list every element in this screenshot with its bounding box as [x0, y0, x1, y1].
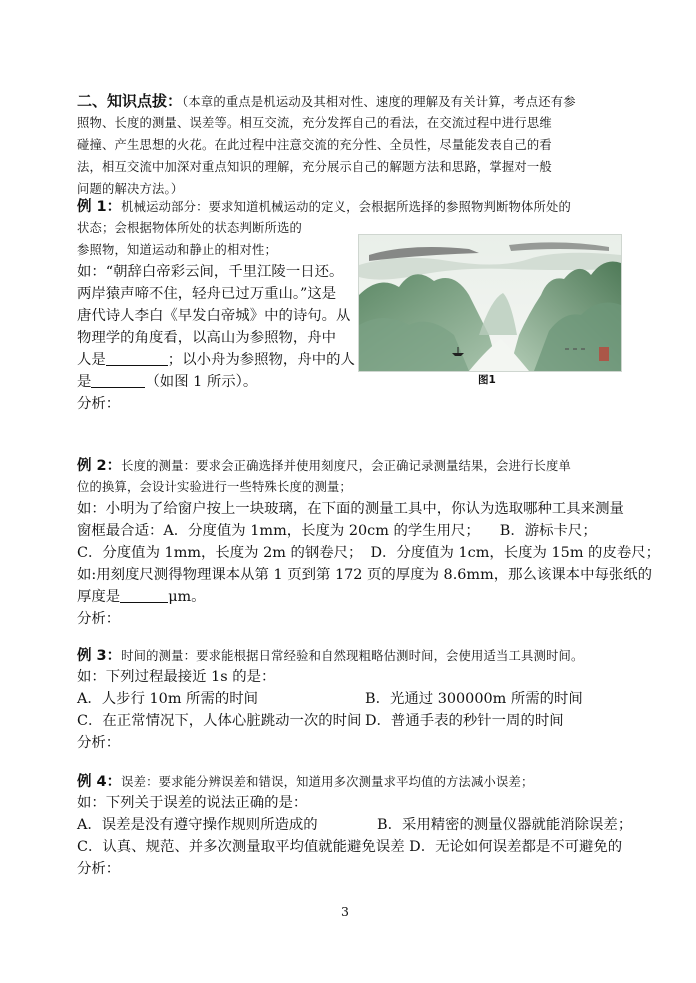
- example-2-text: 如:用刻度尺测得物理课本从第 1 页到第 172 页的厚度为 8.6mm，那么该课本中每张纸的: [77, 567, 653, 583]
- section-intro-line: 碰撞、产生思想的火花。在此过程中注意交流的充分性、全员性，尽量能发表自己的看: [77, 138, 552, 152]
- example-1-analysis: 分析：: [77, 396, 121, 412]
- example-1-text: 唐代诗人李白《早发白帝城》中的诗句。从: [77, 308, 351, 324]
- answer-blank[interactable]: [106, 350, 168, 366]
- example-1-text: （如图 1 所示）。: [145, 374, 258, 390]
- figure-1-landscape-painting: [358, 234, 622, 372]
- example-4-option-b: B．采用精密的测量仪器就能消除误差；: [377, 817, 633, 833]
- section-heading: 二、知识点拔：: [77, 92, 183, 110]
- example-1-text: 是: [77, 374, 92, 390]
- example-2-option-a: 窗框最合适：A．分度值为 1mm，长度为 20cm 的学生用尺；: [77, 523, 480, 539]
- example-2-label: 例 2：: [77, 458, 122, 474]
- figure-1-caption: 图1: [478, 374, 496, 386]
- example-1-body: [77, 239, 355, 415]
- example-3-analysis: 分析：: [77, 735, 121, 751]
- example-3-text: 如：下列过程最接近 1s 的是：: [77, 669, 276, 685]
- example-1-requirement: 状态；会根据物体所处的状态判断所选的: [77, 221, 302, 235]
- example-3-option-b: B．光通过 300000m 所需的时间: [365, 691, 583, 707]
- example-3-option-c: C．在正常情况下，人体心脏跳动一次的时间: [77, 713, 362, 729]
- example-3-option-a: A．人步行 10m 所需的时间: [77, 691, 259, 707]
- example-4-text: 如：下列关于误差的说法正确的是：: [77, 795, 308, 811]
- example-1-label: 例 1：: [77, 199, 122, 215]
- section-intro-line: 法，相互交流中加深对重点知识的理解，充分展示自己的解题方法和思路，掌握对一般: [77, 160, 552, 174]
- example-1-text: 如：“朝辞白帝彩云间，千里江陵一日还。: [77, 264, 344, 280]
- page-number: 3: [341, 904, 349, 919]
- example-1-requirement: 参照物，知道运动和静止的相对性；: [77, 243, 277, 257]
- example-3: [77, 644, 619, 754]
- example-2-requirement: 长度的测量：要求会正确选择并使用刻度尺，会正确记录测量结果，会进行长度单: [121, 459, 572, 473]
- example-3-option-d: D．普通手表的秒针一周的时间: [365, 713, 564, 729]
- example-1-text: 物理学的角度看，以高山为参照物，舟中: [77, 330, 337, 346]
- example-4-option-c-d: C．认真、规范、并多次测量取平均值就能避免误差 D．无论如何误差都是不可避免的: [77, 839, 623, 855]
- example-2-analysis: 分析：: [77, 611, 121, 627]
- example-2-option-d: D．分度值为 1cm，长度为 15m 的皮卷尺；: [370, 545, 661, 561]
- example-2-text: μm。: [168, 589, 206, 605]
- example-1-requirement: 机械运动部分：要求知道机械运动的定义，会根据所选择的参照物判断物体所处的: [121, 200, 572, 214]
- example-2-text: 厚度是: [77, 589, 121, 605]
- section-intro-line: 问题的解决方法。）: [77, 182, 184, 196]
- section-intro-line: （本章的重点是机运动及其相对性、速度的理解及有关计算，考点还有参: [182, 95, 576, 109]
- example-4-label: 例 4：: [77, 774, 122, 790]
- example-4-requirement: 误差：要求能分辨误差和错误，知道用多次测量求平均值的方法减小误差；: [121, 775, 534, 789]
- example-1-text: 人是: [77, 352, 106, 368]
- answer-blank[interactable]: [91, 372, 145, 388]
- mountain-river-illustration: [359, 235, 621, 371]
- section-knowledge-points: [77, 90, 619, 200]
- example-2: [77, 454, 661, 630]
- example-1: [77, 195, 619, 239]
- example-2-text: 如：小明为了给窗户按上一块玻璃，在下面的测量工具中，你认为选取哪种工具来测量: [77, 501, 624, 517]
- example-2-option-c: C．分度值为 1mm，长度为 2m 的钢卷尺；: [77, 545, 363, 561]
- example-4: [77, 770, 633, 880]
- example-3-requirement: 时间的测量：要求能根据日常经验和自然现粗略估测时间，会使用适当工具测时间。: [121, 649, 584, 663]
- example-4-option-a: A．误差是没有遵守操作规则所造成的: [77, 817, 318, 833]
- example-2-requirement: 位的换算，会设计实验进行一些特殊长度的测量；: [77, 480, 352, 494]
- example-3-label: 例 3：: [77, 648, 122, 664]
- example-1-text: 两岸猿声啼不住，轻舟已过万重山。”这是: [77, 286, 337, 302]
- example-1-text: ；以小舟为参照物，舟中的人: [167, 352, 355, 368]
- example-2-option-b: B．游标卡尺；: [499, 523, 597, 539]
- example-4-analysis: 分析：: [77, 861, 121, 877]
- section-intro-line: 照物、长度的测量、误差等。相互交流，充分发挥自己的看法，在交流过程中进行思维: [77, 116, 552, 130]
- answer-blank[interactable]: [120, 587, 168, 603]
